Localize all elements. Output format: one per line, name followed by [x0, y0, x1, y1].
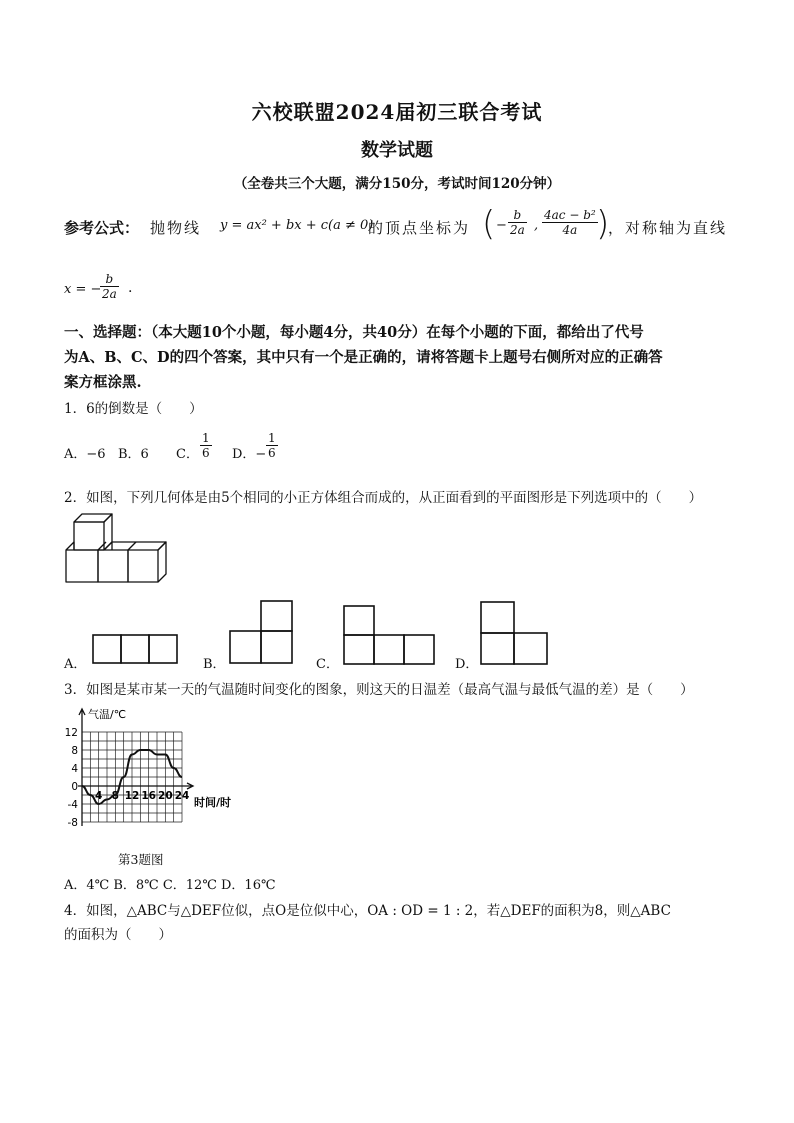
x-tick-label: 20 — [158, 790, 173, 802]
q3-figure-caption: 第3题图 — [118, 852, 164, 867]
q1-option-a: A．−6 — [64, 447, 106, 462]
q2-cube-figure — [62, 510, 168, 586]
paren-right: ) — [596, 204, 610, 244]
formula-text-3: ，对称轴为直线 — [608, 219, 728, 237]
q1-option-d-label: D．− — [232, 447, 267, 462]
formula-text-2: 的顶点坐标为 — [368, 219, 471, 237]
chart-grid — [82, 732, 182, 822]
y-tick-label: 8 — [71, 745, 78, 757]
x-tick-label: 8 — [111, 790, 119, 802]
q2-option-b-label: B． — [203, 657, 226, 672]
temperature-chart — [60, 704, 290, 834]
parabola-equation: y = ax² + bx + c(a ≠ 0) — [220, 218, 374, 233]
q1-stem: 1．6的倒数是（ ） — [64, 401, 203, 417]
paren-left: ( — [482, 204, 496, 244]
q1-option-d-fraction: $\frac{1}{6}$ — [268, 431, 276, 460]
exam-note: （全卷共三个大题，满分150分，考试时间120分钟） — [233, 176, 561, 192]
q2-option-a-figure — [92, 633, 180, 665]
y-tick-label: -8 — [67, 817, 78, 829]
q4-line1: 4．如图，△ABC与△DEF位似，点O是位似中心，OA : OD = 1 : 2，若△DEF的面积为8，则△ABC — [64, 903, 671, 919]
q1-options — [64, 430, 324, 474]
q2-option-d-label: D． — [455, 657, 479, 672]
reference-formula: 参考公式： 抛物线 y = ax² + bx + c(a ≠ 0) 的顶点坐标为 ( − $\frac{b}{2a}$ , $\frac{\text{4ac − b²}}{4a}$ ) ，对称轴为直线 — [64, 204, 728, 244]
vertex-y-fraction: $\frac{\text{4ac − b²}}{4a}$ — [544, 208, 596, 237]
y-tick-label: 4 — [71, 763, 78, 775]
q2-option-a-label: A． — [64, 657, 87, 672]
y-tick-label: 0 — [71, 781, 78, 793]
q4-line2: 的面积为（ ） — [64, 927, 172, 943]
formula-label: 参考公式： — [64, 219, 140, 237]
chart-axes — [78, 709, 193, 826]
vertex-x-fraction: $\frac{b}{2a}$ — [510, 208, 525, 237]
q3-stem: 3．如图是某市某一天的气温随时间变化的图象，则这天的日温差（最高气温与最低气温的差）是（ ） — [64, 682, 694, 698]
chart-ylabel: 气温/℃ — [88, 708, 127, 721]
q2-stem: 2．如图，下列几何体是由5个相同的小正方体组合而成的，从正面看到的平面图形是下列选项中的（ ） — [64, 490, 703, 506]
section1-line3: 案方框涂黑. — [64, 374, 142, 391]
y-tick-label: -4 — [67, 799, 78, 811]
q3-options: A．4℃ B．8℃ C．12℃ D．16℃ — [64, 878, 276, 893]
x-tick-label: 12 — [124, 790, 140, 802]
axis-fraction: $\frac{b}{2a}$ — [102, 272, 117, 301]
q1-option-c-label: C． — [176, 447, 199, 462]
exam-subtitle: 数学试题 — [361, 140, 433, 161]
exam-title: 六校联盟2024届初三联合考试 — [251, 100, 543, 124]
q1-option-b: B．6 — [118, 447, 149, 462]
q2-option-b-figure — [229, 599, 295, 665]
q2-option-d-figure — [480, 600, 550, 666]
chart-xlabel: 时间/时 — [194, 796, 232, 809]
x-tick-label: 4 — [95, 790, 103, 802]
section1-line2: 为A、B、C、D的四个答案，其中只有一个是正确的，请将答题卡上题号右侧所对应的正确答 — [64, 349, 663, 366]
formula-text-1: 抛物线 — [150, 219, 202, 237]
section1-line1: 一、选择题：（本大题10个小题，每小题4分，共40分）在每个小题的下面，都给出了代号 — [64, 324, 644, 341]
chart-ticks — [65, 727, 190, 829]
q2-option-c-figure — [343, 604, 435, 666]
x-tick-label: 16 — [141, 790, 156, 802]
q1-option-c-fraction: $\frac{1}{6}$ — [202, 431, 210, 460]
x-tick-label: 24 — [174, 790, 190, 802]
q2-option-c-label: C． — [316, 657, 339, 672]
y-tick-label: 12 — [64, 727, 78, 739]
